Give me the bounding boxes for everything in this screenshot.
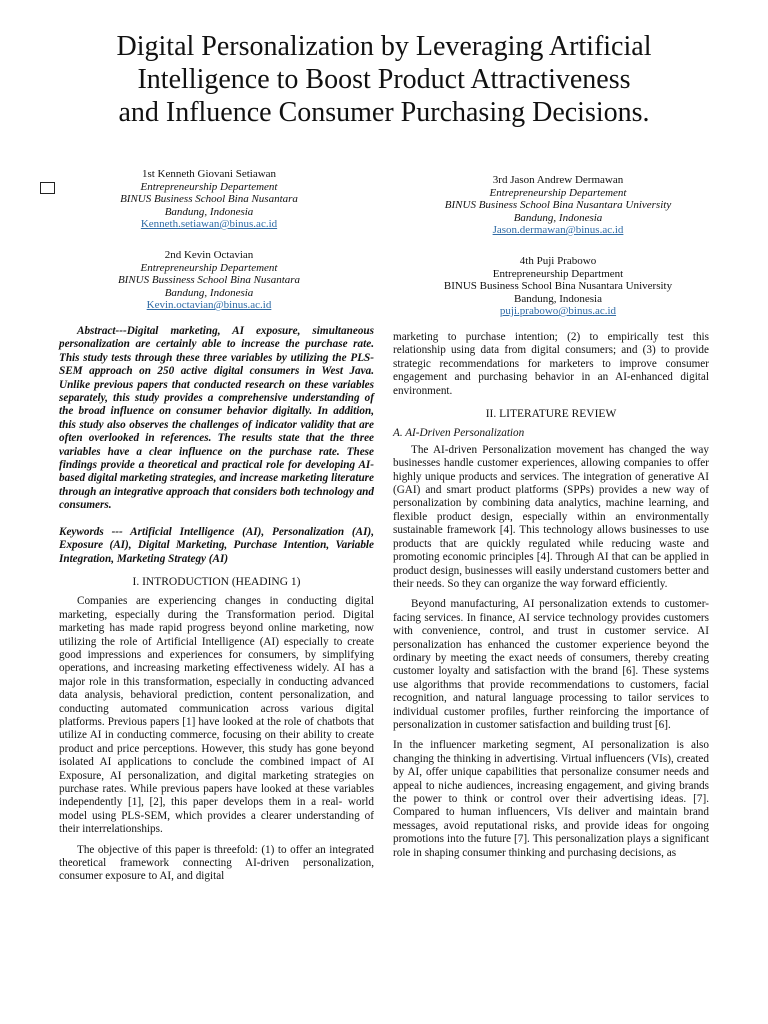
- body-paragraph: marketing to purchase intention; (2) to empirically test this relationship using data from digital consumers; and (3) to provide strategic recommendations for marketers to improve consumer engagement and purchasing behavior in an AI-enhanced digital environment.: [393, 331, 709, 397]
- title-line-2: Intelligence to Boost Product Attractiveness: [137, 64, 631, 95]
- author-school: BINUS Business School Bina Nusantara University: [443, 280, 673, 292]
- author-block-1: [59, 168, 359, 231]
- author-school: BINUS Business School Bina Nusantara: [120, 193, 298, 205]
- author-city: Bandung, Indonesia: [513, 211, 603, 224]
- left-column: [59, 325, 374, 891]
- abstract: Abstract---Digital marketing, AI exposure, simultaneous personalization are certainly able to increase the purchase rate. This study tests through these three variables by utilizing the PLS-SEM approach on 250 active digital consumers in West Java. Unlike previous papers that conducted research on these variables separately, this study provides a comprehensive understanding of the broad influence on consumer behavior digitally. In addition, this study also observes the challenges of indicator validity that are often overlooked in references. The results state that the three variables have a clear influence on the purchase rate. These findings provide a theoretical and practical role for developing AI-based digital marketing strategies, and increase marketing literature through an integrative approach that considers both technology and consumers.: [59, 325, 374, 512]
- body-paragraph: Beyond manufacturing, AI personalization extends to customer-facing services. In finance, AI service technology provides customers with convenience, control, and trust in customer service. AI personalization has enhanced the customer experience beyond the ordinary by meeting the exact needs of consumers, thereby creating customer loyalty and satisfaction with the brand [6]. These systems use algorithms that provide recommendations to customers, facial recognition, and natural language processing to tailor services to individual customer profiles, further reinforcing the importance of personalization in customer satisfaction and building trust [6].: [393, 598, 709, 731]
- section-heading-introduction: I. INTRODUCTION (HEADING 1): [132, 575, 301, 588]
- author-email-link[interactable]: Kevin.octavian@binus.ac.id: [146, 299, 272, 311]
- right-column: [393, 331, 709, 867]
- keywords: Keywords --- Artificial Intelligence (AI), Personalization (AI), Exposure (AI), Digital Marketing, Purchase Intention, Variable Integration, Marketing Strategy (AI): [59, 525, 374, 565]
- author-block-4: [408, 255, 708, 318]
- title-line-3: and Influence Consumer Purchasing Decisions.: [118, 97, 650, 128]
- author-name: 1st Kenneth Giovani Setiawan: [141, 168, 277, 180]
- author-email-link[interactable]: puji.prabowo@binus.ac.id: [499, 305, 617, 317]
- author-name: 4th Puji Prabowo: [519, 255, 597, 267]
- author-block-3: [408, 174, 708, 237]
- author-department: Entrepreneurship Department: [492, 267, 624, 280]
- author-city: Bandung, Indonesia: [164, 205, 254, 218]
- title-line-1: Digital Personalization by Leveraging Artificial: [116, 31, 652, 62]
- author-department: Entrepreneurship Departement: [140, 261, 278, 274]
- author-school: BINUS Business School Bina Nusantara University: [444, 199, 672, 211]
- body-paragraph: Companies are experiencing changes in conducting digital marketing, especially during the Transformation period. Digital marketing has made rapid progress beyond online marketing, now utilizing the role of Artificial Intelligence (AI) especially to create good impressions and experiences for consumers, by simplifying operations, and increasing marketing effectiveness widely. AI has a major role in this transformation, especially in conducting advanced data analysis, behavioral prediction, content personalization, and conducting automated communication across various digital platforms. Previous papers [1] have looked at the role of chatbots that utilize AI in conducting commerce, focusing on their ability to create product and price perceptions. However, this study has gone beyond isolated AI applications to conclude the combined impact of AI Exposure, AI personalization, and digital marketing strategies on purchase rates. While previous papers have looked at these variables independently [1], [2], this paper develops them in a real- world model using PLS-SEM, which provides a clearer understanding of their interrelationships.: [59, 595, 374, 836]
- section-heading-literature-review: II. LITERATURE REVIEW: [485, 408, 617, 421]
- body-paragraph: The AI-driven Personalization movement has changed the way businesses handle customer experiences, allowing companies to offer highly unique products and services. The integration of generative AI (GAI) and smart product platforms (SPPs) provides a new way of personalization by combining data analytics, machine learning, and flexible product design, especially within an environmentally sustainable framework [4]. This technology allows businesses to use products that are quickly regulated while reducing waste and promoting economic principles [4]. Through AI that can be applied in product design, businesses will easily understand customers better and their needs. So they can organize the way forward efficiently.: [393, 443, 709, 590]
- body-paragraph: The objective of this paper is threefold: (1) to offer an integrated theoretical framework connecting AI-driven personalization, consumer exposure to AI, and digital: [59, 843, 374, 883]
- author-email-link[interactable]: Kenneth.setiawan@binus.ac.id: [140, 218, 278, 230]
- author-city: Bandung, Indonesia: [514, 292, 602, 305]
- checkbox-box[interactable]: [40, 182, 55, 194]
- author-email-link[interactable]: Jason.dermawan@binus.ac.id: [492, 224, 624, 236]
- author-school: BINUS Bussiness School Bina Nusantara: [117, 274, 301, 286]
- author-city: Bandung, Indonesia: [164, 286, 254, 299]
- author-name: 2nd Kevin Octavian: [164, 249, 254, 261]
- subsection-heading: A. AI-Driven Personalization: [393, 427, 525, 440]
- author-department: Entrepreneurship Departement: [140, 180, 278, 193]
- author-department: Entrepreneurship Departement: [489, 186, 627, 199]
- body-paragraph: In the influencer marketing segment, AI personalization is also changing the thinking in advertising. Virtual influencers (VIs), created by AI, offer unique capabilities that personalize consumer needs and appeal to niche audiences, increasing engagement, and giving brands the power to think or control over their advertising ideas. [7]. Compared to human influencers, VIs deliver and maintain brand messages, avoid reputational risks, and provide ideas for ongoing promotions into the future [7]. This personalization plays a significant role in shaping consumer thinking and purchasing decisions, as: [393, 739, 709, 859]
- author-name: 3rd Jason Andrew Dermawan: [492, 174, 624, 186]
- paper-title: [60, 30, 708, 129]
- author-block-2: [59, 249, 359, 312]
